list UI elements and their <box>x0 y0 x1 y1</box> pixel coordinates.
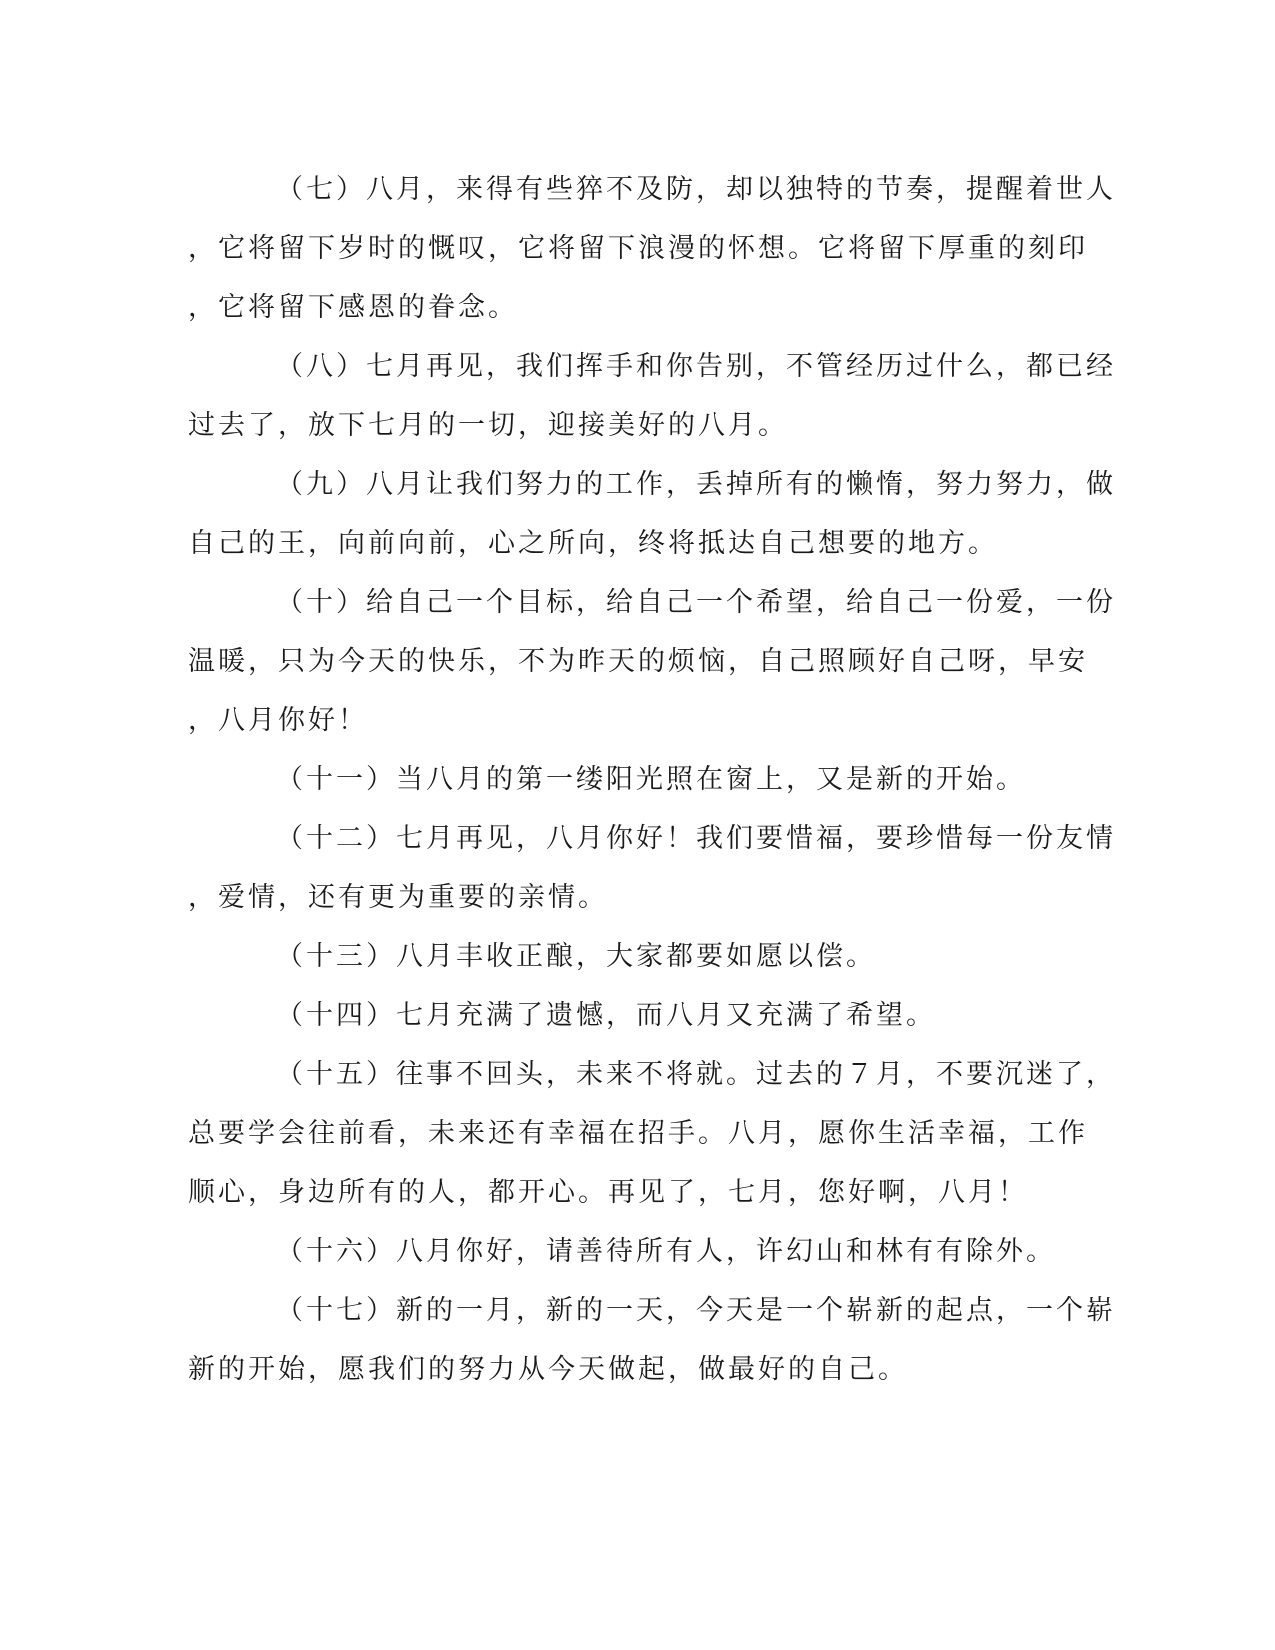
paragraph-16 <box>188 1222 1068 1281</box>
paragraph-line: 过去了，放下七月的一切，迎接美好的八月。 <box>188 410 788 441</box>
paragraph-line: （十）给自己一个目标，给自己一个希望，给自己一份爱，一份 <box>276 587 1116 618</box>
paragraph-line: 顺心，身边所有的人，都开心。再见了，七月，您好啊，八月！ <box>188 1177 1028 1208</box>
paragraph-13 <box>188 927 1068 986</box>
paragraph-11 <box>188 750 1068 809</box>
paragraph-15 <box>188 1045 1116 1222</box>
paragraph-line: 新的开始，愿我们的努力从今天做起，做最好的自己。 <box>188 1354 908 1385</box>
paragraph-17 <box>188 1281 1116 1399</box>
paragraph-line: ，它将留下岁时的慨叹，它将留下浪漫的怀想。它将留下厚重的刻印 <box>188 233 1088 264</box>
paragraph-line: （十四）七月充满了遗憾，而八月又充满了希望。 <box>276 1000 936 1031</box>
paragraph-line: （十六）八月你好，请善待所有人，许幻山和林有有除外。 <box>276 1236 1056 1267</box>
paragraph-line: 自己的王，向前向前，心之所向，终将抵达自己想要的地方。 <box>188 528 998 559</box>
paragraph-line: 总要学会往前看，未来还有幸福在招手。八月，愿你生活幸福，工作 <box>188 1118 1088 1149</box>
paragraph-14 <box>188 986 1068 1045</box>
paragraph-12 <box>188 809 1116 927</box>
paragraph-line: （七）八月，来得有些猝不及防，却以独特的节奏，提醒着世人 <box>276 174 1116 205</box>
paragraph-line: 温暖，只为今天的快乐，不为昨天的烦恼，自己照顾好自己呀，早安 <box>188 646 1088 677</box>
paragraph-line: ，八月你好！ <box>188 705 368 736</box>
paragraph-line: （十二）七月再见，八月你好！我们要惜福，要珍惜每一份友情 <box>276 823 1116 854</box>
paragraph-line: （十三）八月丰收正酿，大家都要如愿以偿。 <box>276 941 876 972</box>
paragraph-8 <box>188 337 1116 455</box>
paragraph-line: （九）八月让我们努力的工作，丢掉所有的懒惰，努力努力，做 <box>276 469 1116 500</box>
paragraph-10 <box>188 573 1116 750</box>
paragraph-9 <box>188 455 1116 573</box>
paragraph-line: ，爱情，还有更为重要的亲情。 <box>188 882 608 913</box>
paragraph-line: （十七）新的一月，新的一天，今天是一个崭新的起点，一个崭 <box>276 1295 1116 1326</box>
paragraph-7 <box>188 160 1116 337</box>
document-body <box>188 160 1116 1399</box>
paragraph-line: （十一）当八月的第一缕阳光照在窗上，又是新的开始。 <box>276 764 1026 795</box>
paragraph-line: ，它将留下感恩的眷念。 <box>188 292 518 323</box>
paragraph-line: （十五）往事不回头，未来不将就。过去的７月，不要沉迷了， <box>276 1059 1116 1090</box>
paragraph-line: （八）七月再见，我们挥手和你告别，不管经历过什么，都已经 <box>276 351 1116 382</box>
